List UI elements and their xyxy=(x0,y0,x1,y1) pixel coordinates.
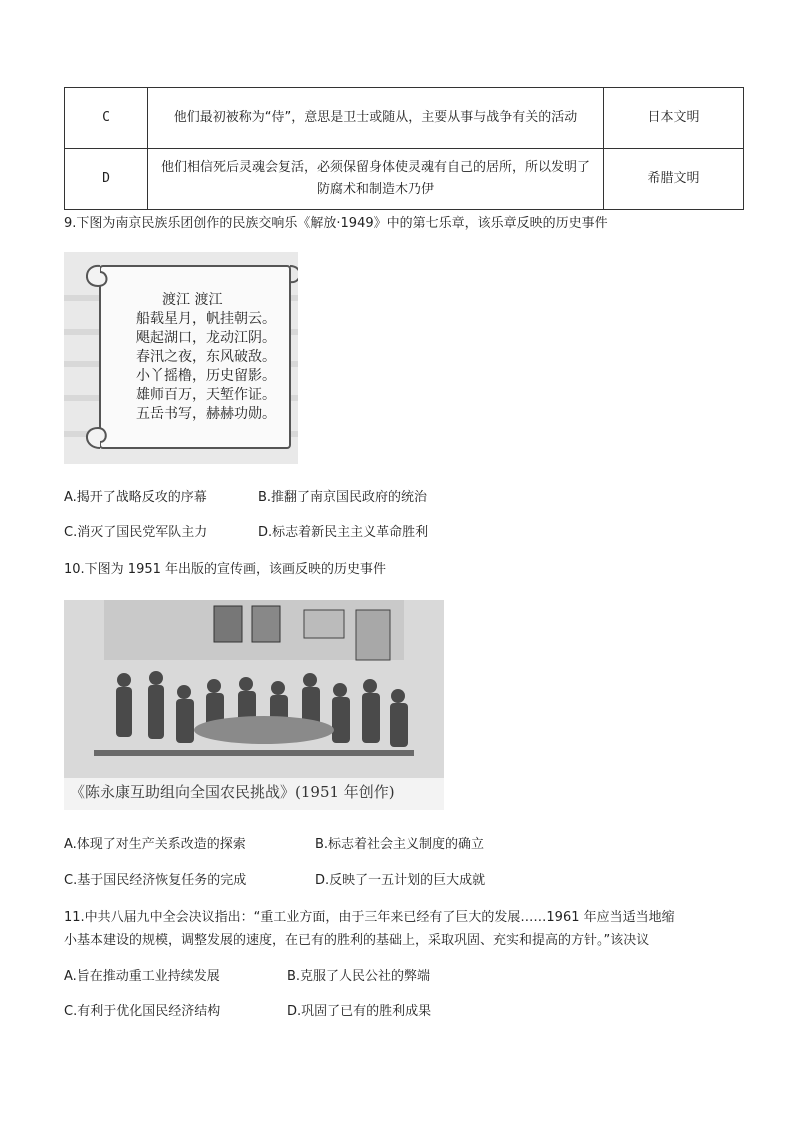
q11-option-d[interactable]: D.巩固了已有的胜利成果 xyxy=(287,1004,432,1019)
q11-option-c[interactable]: C.有利于优化国民经济结构 xyxy=(64,1004,221,1019)
question-9-stem: 9.下图为南京民族乐团创作的民族交响乐《解放·1949》中的第七乐章，该乐章反映的历史事件 xyxy=(64,216,608,231)
question-11-stem-line-1: 11.中共八届九中全会决议指出：“重工业方面，由于三年来已经有了巨大的发展……1961 年应当适当地缩 xyxy=(64,910,675,925)
q10-option-b[interactable]: B.标志着社会主义制度的确立 xyxy=(315,837,485,852)
options-table xyxy=(64,87,744,210)
q9-option-b[interactable]: B.推翻了南京国民政府的统治 xyxy=(258,490,428,505)
row-description: 他们相信死后灵魂会复活，必须保留身体使灵魂有自己的居所，所以发明了防腐术和制造木乃伊 xyxy=(148,149,604,210)
propaganda-poster-image xyxy=(64,600,444,810)
poem-line: 春汛之夜，东风破敌。 xyxy=(136,349,276,365)
poster-illustration xyxy=(64,600,444,810)
poem-line: 雄师百万，天堑作证。 xyxy=(136,387,276,403)
poem-line: 飓起湖口，龙动江阴。 xyxy=(136,330,276,346)
row-civilization: 日本文明 xyxy=(603,88,743,149)
row-letter: C xyxy=(65,88,148,149)
q9-option-d[interactable]: D.标志着新民主主义革命胜利 xyxy=(258,525,429,540)
question-11-stem-line-2: 小基本建设的规模，调整发展的速度，在已有的胜利的基础上，采取巩固、充实和提高的方针。”该决议 xyxy=(64,933,650,948)
q11-option-b[interactable]: B.克服了人民公社的弊端 xyxy=(287,969,431,984)
question-10-stem: 10.下图为 1951 年出版的宣传画，该画反映的历史事件 xyxy=(64,562,387,577)
table-row xyxy=(65,88,744,149)
q10-option-c[interactable]: C.基于国民经济恢复任务的完成 xyxy=(64,873,247,888)
poem-line: 船载星月，帆挂朝云。 xyxy=(136,311,276,327)
q11-option-a[interactable]: A.旨在推动重工业持续发展 xyxy=(64,969,220,984)
q10-option-a[interactable]: A.体现了对生产关系改造的探索 xyxy=(64,837,246,852)
q9-option-c[interactable]: C.消灭了国民党军队主力 xyxy=(64,525,208,540)
q9-option-a[interactable]: A.揭开了战略反攻的序幕 xyxy=(64,490,207,505)
table-row xyxy=(65,149,744,210)
row-civilization: 希腊文明 xyxy=(603,149,743,210)
poem-title: 渡江 渡江 xyxy=(162,292,223,308)
poem-line: 小丫摇橹，历史留影。 xyxy=(136,368,276,384)
row-description: 他们最初被称为“侍”，意思是卫士或随从，主要从事与战争有关的活动 xyxy=(148,88,604,149)
poem-line: 五岳书写，赫赫功勋。 xyxy=(136,406,276,422)
row-letter: D xyxy=(65,149,148,210)
poem-text xyxy=(136,291,276,424)
poster-caption: 《陈永康互助组向全国农民挑战》(1951 年创作) xyxy=(70,783,395,801)
q10-option-d[interactable]: D.反映了一五计划的巨大成就 xyxy=(315,873,486,888)
